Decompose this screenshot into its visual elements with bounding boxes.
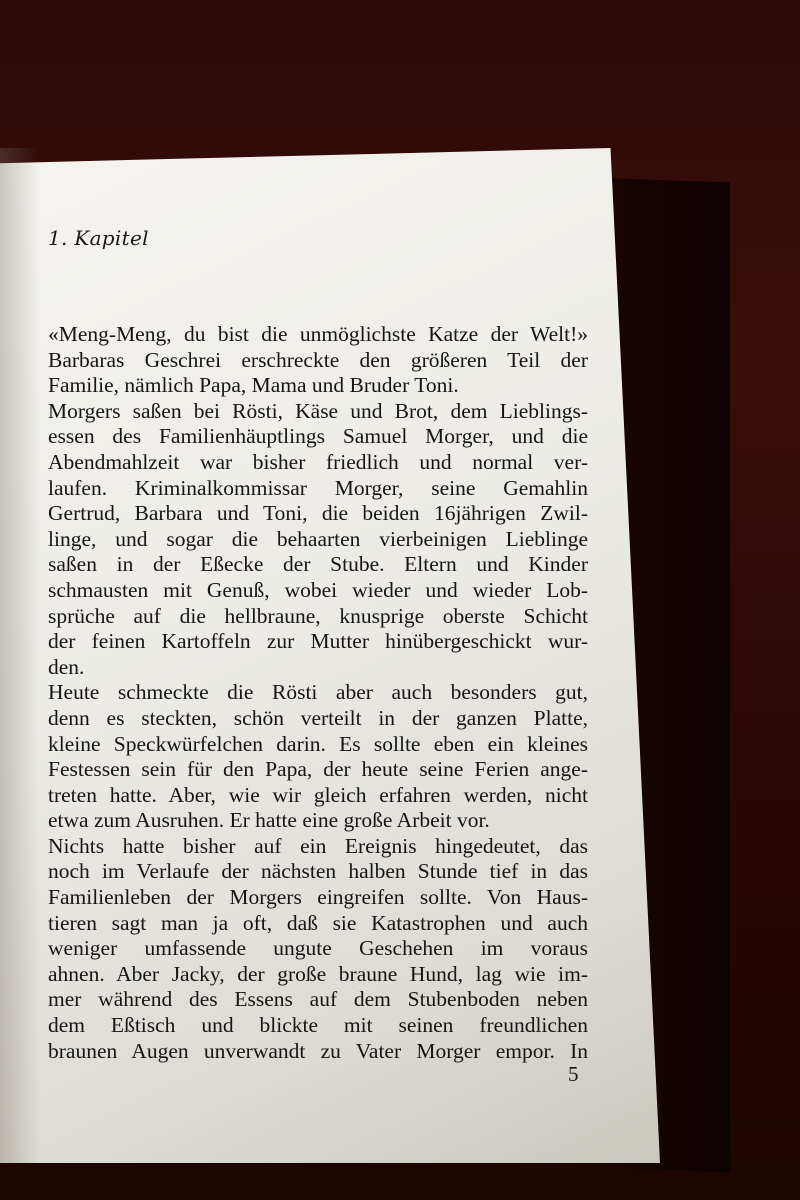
chapter-heading: 1. Kapitel [48,226,149,250]
text-line: Gertrud, Barbara und Toni, die beiden 16jährigen Zwil- [48,501,588,526]
text-line: kleine Speckwürfelchen darin. Es sollte eben ein kleines [48,731,588,756]
text-line: etwa zum Ausruhen. Er hatte eine große Arbeit vor. [48,808,490,833]
text-line: Familie, nämlich Papa, Mama und Bruder Toni. [48,373,459,398]
text-line: linge, und sogar die behaarten vierbeinigen Lieblinge [48,526,588,551]
page-number: 5 [568,1062,579,1086]
text-line: Heute schmeckte die Rösti aber auch besonders gut, [48,680,588,705]
body-text [48,322,588,1064]
page-gutter-shadow [0,148,40,1163]
text-line: Morgers saßen bei Rösti, Käse und Brot, dem Lieblings- [48,398,588,423]
text-line: weniger umfassende ungute Geschehen im voraus [48,936,588,961]
text-line: denn es steckten, schön verteilt in der ganzen Platte, [48,705,588,730]
text-line: den. [48,654,85,679]
text-line: treten hatte. Aber, wie wir gleich erfahren werden, nicht [48,782,588,807]
text-line: der feinen Kartoffeln zur Mutter hinübergeschickt wur- [48,629,588,654]
text-line: tieren sagt man ja oft, daß sie Katastrophen und auch [48,910,588,935]
text-line: dem Eßtisch und blickte mit seinen freundlichen [48,1013,588,1038]
text-line: noch im Verlaufe der nächsten halben Stunde tief in das [48,859,588,884]
text-line: braunen Augen unverwandt zu Vater Morger empor. In [48,1038,588,1063]
text-line: mer während des Essens auf dem Stubenboden neben [48,987,588,1012]
text-line: sprüche auf die hellbraune, knusprige oberste Schicht [48,603,588,628]
text-line: essen des Familienhäuptlings Samuel Morger, und die [48,424,588,449]
text-line: Abendmahlzeit war bisher friedlich und normal ver- [48,449,588,474]
text-line: «Meng-Meng, du bist die unmöglichste Katze der Welt!» [48,322,588,346]
text-line: Festessen sein für den Papa, der heute seine Ferien ange- [48,757,588,782]
text-line: Barbaras Geschrei erschreckte den größeren Teil der [48,347,588,372]
text-line: laufen. Kriminalkommissar Morger, seine Gemahlin [48,475,588,500]
text-line: schmausten mit Genuß, wobei wieder und wieder Lob- [48,577,588,602]
text-line: Nichts hatte bisher auf ein Ereignis hingedeutet, das [48,833,588,858]
text-line: saßen in der Eßecke der Stube. Eltern und Kinder [48,552,588,577]
text-line: Familienleben der Morgers eingreifen sollte. Von Haus- [48,885,588,910]
text-line: ahnen. Aber Jacky, der große braune Hund, lag wie im- [48,961,588,986]
